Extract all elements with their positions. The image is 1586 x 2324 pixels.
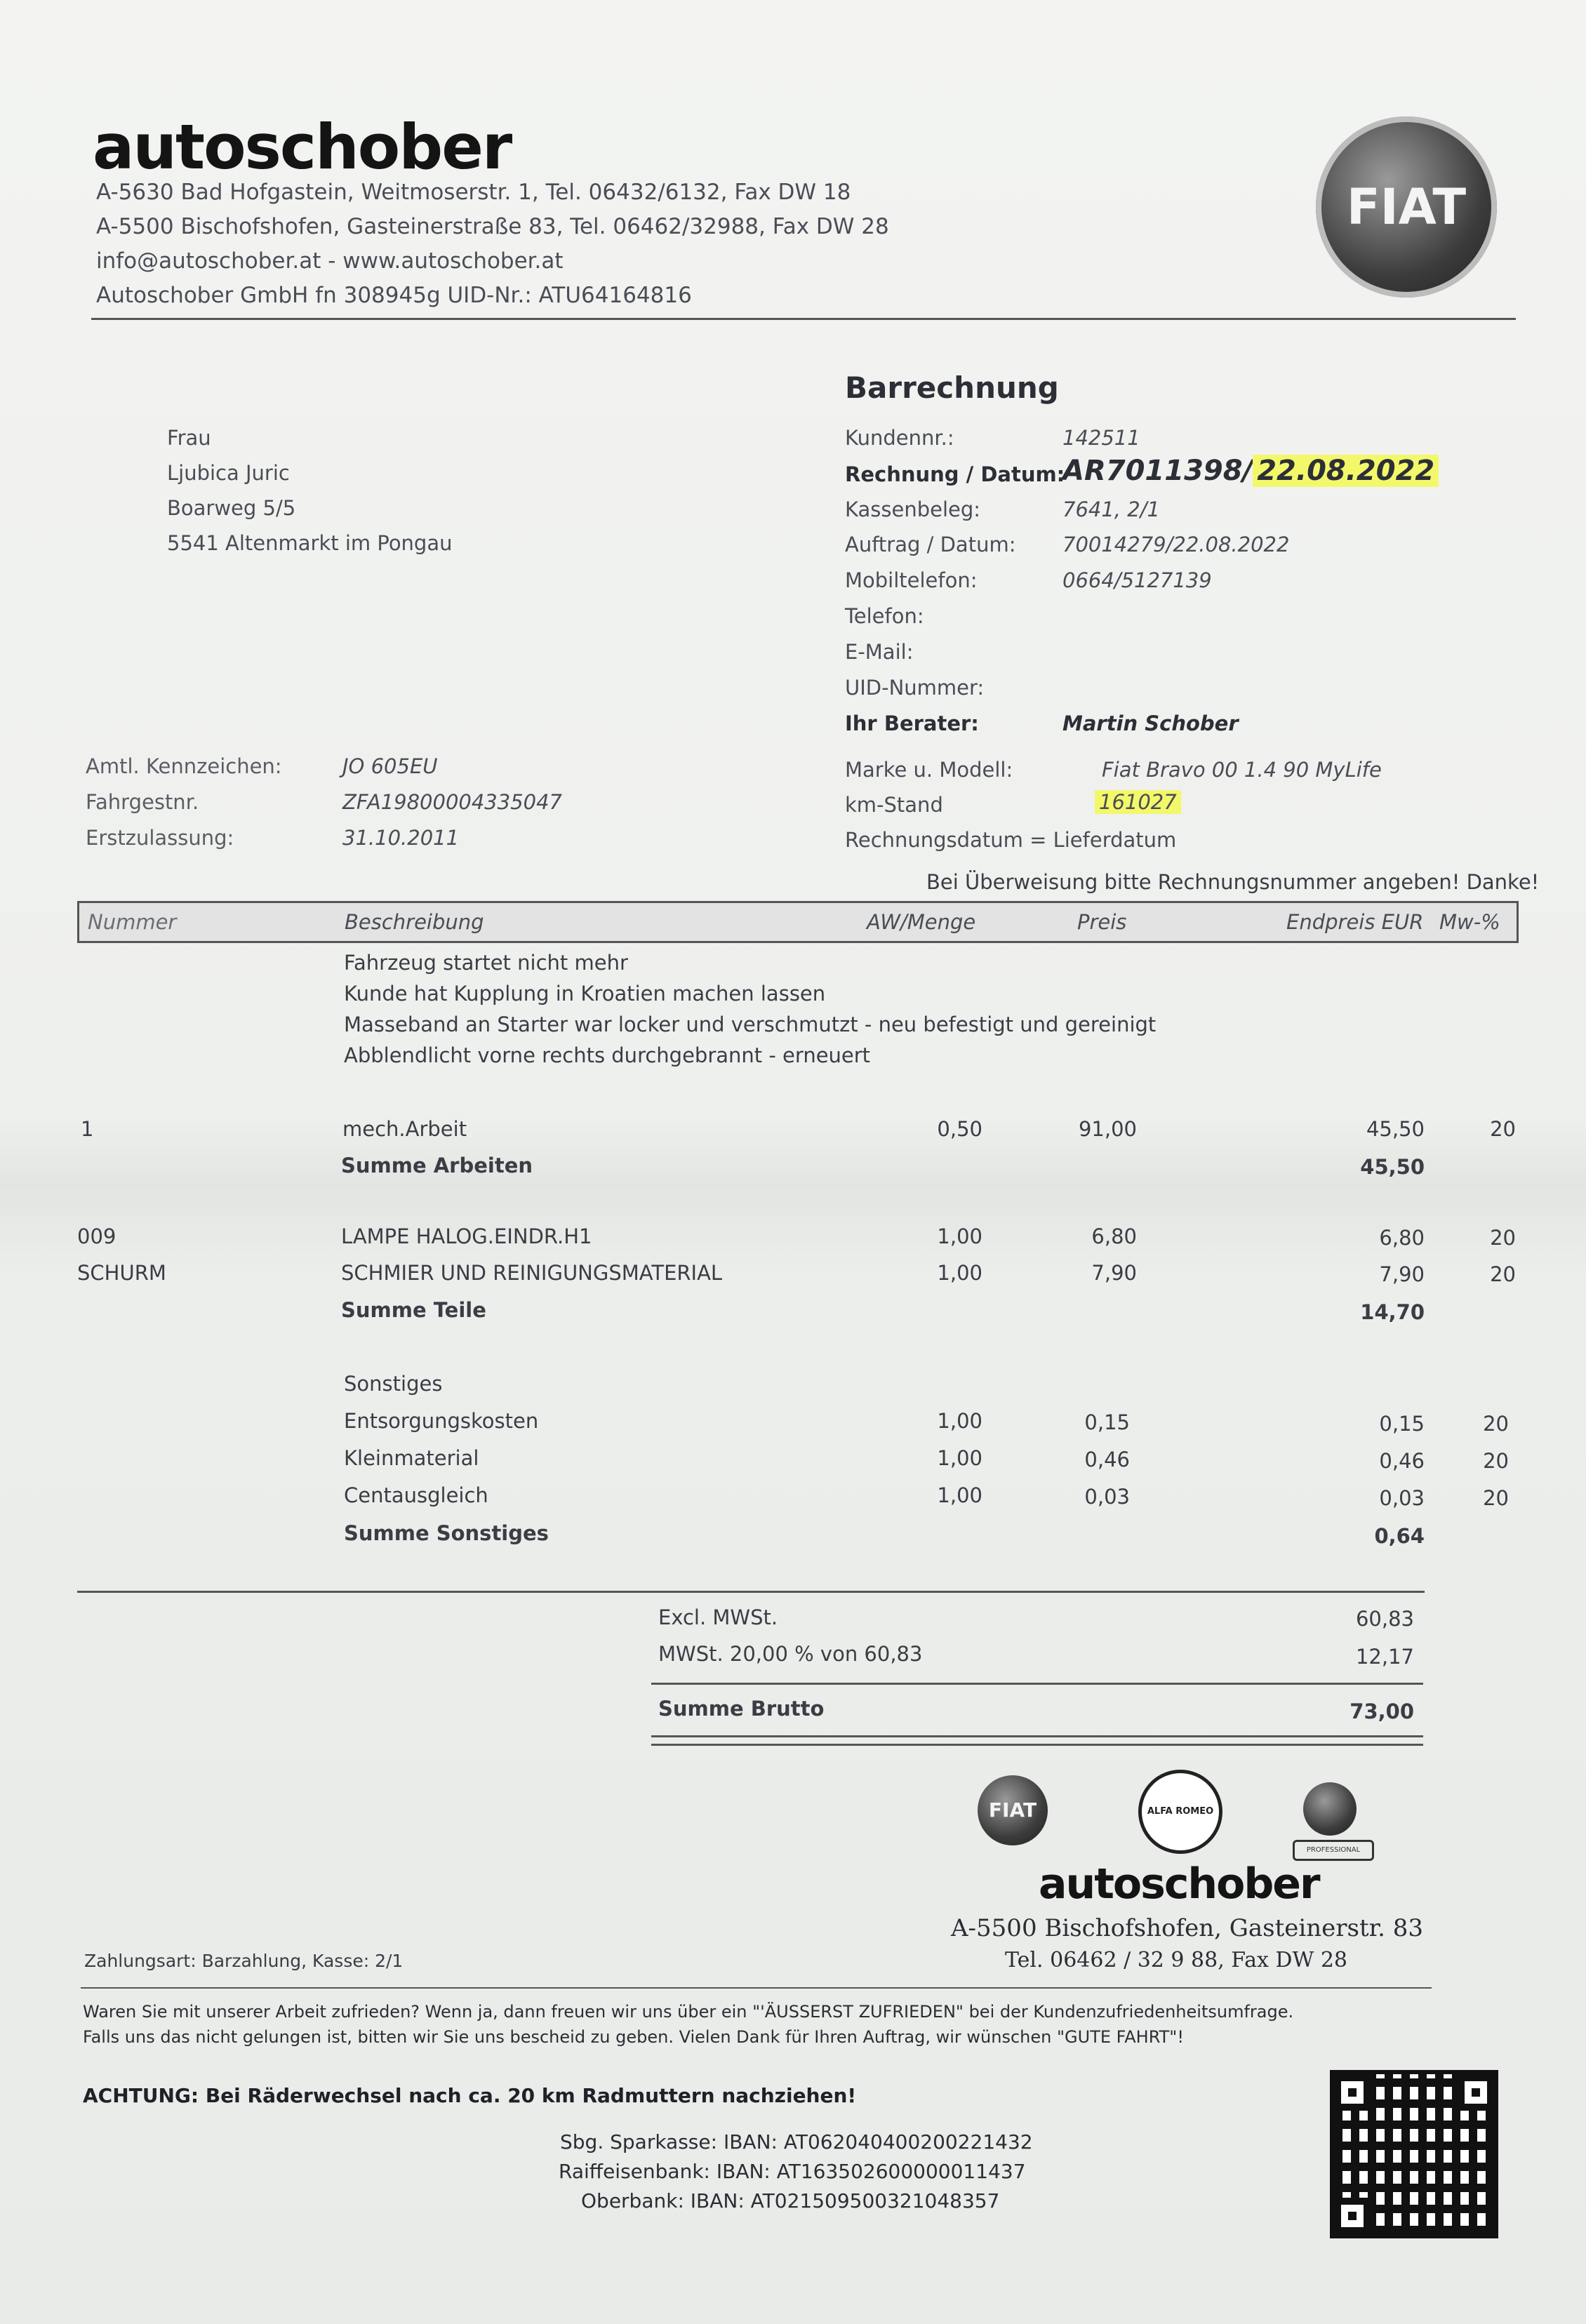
misc-total: 0,46 <box>1379 1449 1425 1473</box>
col-quantity: AW/Menge <box>867 910 976 934</box>
part-vat: 20 <box>1490 1226 1516 1250</box>
receipt-value: 7641, 2/1 <box>1062 497 1160 521</box>
misc-vat: 20 <box>1483 1449 1509 1473</box>
qr-finder <box>1458 2074 1494 2111</box>
alfa-romeo-text: ALFA ROMEO <box>1147 1806 1214 1817</box>
part-price: 7,90 <box>1091 1261 1137 1285</box>
header-divider <box>91 318 1516 320</box>
vin-label: Fahrgestnr. <box>86 790 199 814</box>
advisor-value: Martin Schober <box>1062 712 1239 735</box>
receipt-label: Kassenbeleg: <box>845 497 981 521</box>
work-price: 91,00 <box>1078 1117 1137 1141</box>
part-desc: LAMPE HALOG.EINDR.H1 <box>341 1224 592 1248</box>
misc-total: 0,15 <box>1379 1412 1425 1436</box>
col-number: Nummer <box>88 910 177 934</box>
vin-value: ZFA19800004335047 <box>342 790 562 814</box>
plate-value: JO 605EU <box>342 754 438 778</box>
professional-badge: PROFESSIONAL <box>1293 1840 1374 1861</box>
col-total: Endpreis EUR <box>1286 910 1424 934</box>
note-line: Masseband an Starter war locker und verschmutzt - neu befestigt und gereinigt <box>344 1013 1157 1036</box>
gross-bottom-rule-2 <box>651 1744 1423 1746</box>
customer-street: Boarweg 5/5 <box>167 496 296 520</box>
registration-value: 31.10.2011 <box>342 826 460 850</box>
part-price: 6,80 <box>1091 1224 1137 1248</box>
km-value-highlight: 161027 <box>1095 790 1181 814</box>
customer-name: Ljubica Juric <box>167 461 290 485</box>
part-nr: 009 <box>77 1224 116 1248</box>
fiat-professional-logo <box>1303 1782 1357 1836</box>
part-nr: SCHURM <box>77 1261 166 1285</box>
misc-desc: Entsorgungskosten <box>344 1409 539 1433</box>
fiat-logo: FIAT <box>1316 116 1497 298</box>
misc-total: 0,03 <box>1379 1486 1425 1510</box>
email-label: E-Mail: <box>845 640 914 664</box>
parts-sum: 14,70 <box>1360 1300 1425 1324</box>
work-nr: 1 <box>81 1117 94 1141</box>
alfa-romeo-logo <box>1138 1770 1222 1854</box>
col-vat: Mw-% <box>1439 910 1500 934</box>
payment-method: Zahlungsart: Barzahlung, Kasse: 2/1 <box>84 1951 404 1971</box>
work-desc: mech.Arbeit <box>342 1117 467 1141</box>
work-sum: 45,50 <box>1360 1155 1425 1179</box>
km-label: km-Stand <box>845 793 943 817</box>
order-value: 70014279/22.08.2022 <box>1062 533 1290 556</box>
table-header <box>77 901 1519 943</box>
misc-desc: Centausgleich <box>344 1483 488 1507</box>
vat-value: 12,17 <box>1355 1645 1414 1669</box>
excl-vat-label: Excl. MWSt. <box>658 1605 778 1629</box>
order-label: Auftrag / Datum: <box>845 533 1016 556</box>
excl-vat-value: 60,83 <box>1355 1607 1414 1631</box>
invoice-number-date <box>1062 455 1439 487</box>
invoice-date-label: Rechnung / Datum: <box>845 462 1065 486</box>
misc-desc: Kleinmaterial <box>344 1446 479 1470</box>
survey-line-1: Waren Sie mit unserer Arbeit zufrieden? Wenn ja, dann freuen wir uns über ein "'ÄUSSERST ZUFRIEDEN" bei der Kundenzufriedenheitsumfrage. <box>83 2002 1294 2022</box>
wheel-warning: ACHTUNG: Bei Räderwechsel nach ca. 20 km Radmuttern nachziehen! <box>83 2084 857 2107</box>
company-registration: Autoschober GmbH fn 308945g UID-Nr.: ATU64164816 <box>96 283 692 308</box>
qr-finder <box>1334 2074 1371 2111</box>
phone-label: Telefon: <box>845 604 924 628</box>
advisor-label: Ihr Berater: <box>845 712 979 735</box>
gross-top-rule <box>651 1683 1423 1685</box>
model-label: Marke u. Modell: <box>845 758 1013 782</box>
stamp-address: A-5500 Bischofshofen, Gasteinerstr. 83 <box>951 1914 1424 1942</box>
gross-bottom-rule-1 <box>651 1735 1423 1737</box>
footer-divider <box>81 1987 1432 1989</box>
stamp-fiat-logo: FIAT <box>978 1775 1048 1845</box>
customer-salutation: Frau <box>167 426 211 450</box>
part-qty: 1,00 <box>937 1224 982 1248</box>
model-value: Fiat Bravo 00 1.4 90 MyLife <box>1102 758 1382 782</box>
km-value <box>1095 790 1181 814</box>
delivery-note: Rechnungsdatum = Lieferdatum <box>845 828 1177 852</box>
uid-label: UID-Nummer: <box>845 676 985 700</box>
misc-price: 0,03 <box>1084 1485 1130 1509</box>
misc-price: 0,15 <box>1084 1410 1130 1434</box>
bank-sparkasse: Sbg. Sparkasse: IBAN: AT062040400200221432 <box>560 2130 1033 2153</box>
part-qty: 1,00 <box>937 1261 982 1285</box>
parts-sum-label: Summe Teile <box>341 1298 486 1322</box>
work-total: 45,50 <box>1366 1117 1425 1141</box>
transfer-note: Bei Überweisung bitte Rechnungsnummer angeben! Danke! <box>926 870 1540 894</box>
invoice-number: AR7011398/ <box>1062 455 1253 487</box>
note-line: Abblendlicht vorne rechts durchgebrannt - erneuert <box>344 1043 871 1067</box>
registration-label: Erstzulassung: <box>86 826 234 850</box>
qr-finder <box>1334 2198 1371 2234</box>
col-description: Beschreibung <box>345 910 484 934</box>
misc-title: Sonstiges <box>344 1372 443 1396</box>
gross-label: Summe Brutto <box>658 1697 825 1721</box>
invoice-date-highlight: 22.08.2022 <box>1253 455 1439 487</box>
company-logo: autoschober <box>93 111 512 183</box>
part-vat: 20 <box>1490 1262 1516 1286</box>
mobile-value: 0664/5127139 <box>1062 568 1212 592</box>
misc-sum: 0,64 <box>1374 1524 1425 1548</box>
work-vat: 20 <box>1490 1117 1516 1141</box>
col-price: Preis <box>1077 910 1127 934</box>
plate-label: Amtl. Kennzeichen: <box>86 754 282 778</box>
misc-sum-label: Summe Sonstiges <box>344 1521 549 1545</box>
note-line: Fahrzeug startet nicht mehr <box>344 951 628 975</box>
stamp-phone: Tel. 06462 / 32 9 88, Fax DW 28 <box>1005 1948 1348 1972</box>
bank-raiffeisen: Raiffeisenbank: IBAN: AT163502600000011437 <box>559 2160 1026 2183</box>
mobile-label: Mobiltelefon: <box>845 568 978 592</box>
part-total: 7,90 <box>1379 1262 1425 1286</box>
misc-vat: 20 <box>1483 1486 1509 1510</box>
totals-divider <box>77 1591 1425 1593</box>
customer-number-value: 142511 <box>1062 426 1140 450</box>
misc-qty: 1,00 <box>937 1446 982 1470</box>
qr-code <box>1330 2070 1498 2238</box>
part-desc: SCHMIER UND REINIGUNGSMATERIAL <box>341 1261 723 1285</box>
company-address-1: A-5630 Bad Hofgastein, Weitmoserstr. 1, Tel. 06432/6132, Fax DW 18 <box>96 180 851 205</box>
work-sum-label: Summe Arbeiten <box>341 1154 533 1177</box>
bank-oberbank: Oberbank: IBAN: AT021509500321048357 <box>581 2189 1000 2212</box>
work-qty: 0,50 <box>937 1117 982 1141</box>
note-line: Kunde hat Kupplung in Kroatien machen lassen <box>344 982 826 1006</box>
misc-vat: 20 <box>1483 1412 1509 1436</box>
misc-qty: 1,00 <box>937 1483 982 1507</box>
gross-value: 73,00 <box>1350 1699 1414 1723</box>
misc-qty: 1,00 <box>937 1409 982 1433</box>
stamp-logo: autoschober <box>1039 1859 1319 1909</box>
misc-price: 0,46 <box>1084 1448 1130 1471</box>
company-address-2: A-5500 Bischofshofen, Gasteinerstraße 83, Tel. 06462/32988, Fax DW 28 <box>96 214 889 239</box>
company-contact: info@autoschober.at - www.autoschober.at <box>96 248 564 274</box>
vat-label: MWSt. 20,00 % von 60,83 <box>658 1642 923 1666</box>
invoice-title: Barrechnung <box>845 370 1059 405</box>
survey-line-2: Falls uns das nicht gelungen ist, bitten wir Sie uns bescheid zu geben. Vielen Dank für Ihren Auftrag, wir wünschen "GUTE FAHRT"! <box>83 2027 1184 2047</box>
part-total: 6,80 <box>1379 1226 1425 1250</box>
customer-number-label: Kundennr.: <box>845 426 954 450</box>
customer-city: 5541 Altenmarkt im Pongau <box>167 531 453 555</box>
